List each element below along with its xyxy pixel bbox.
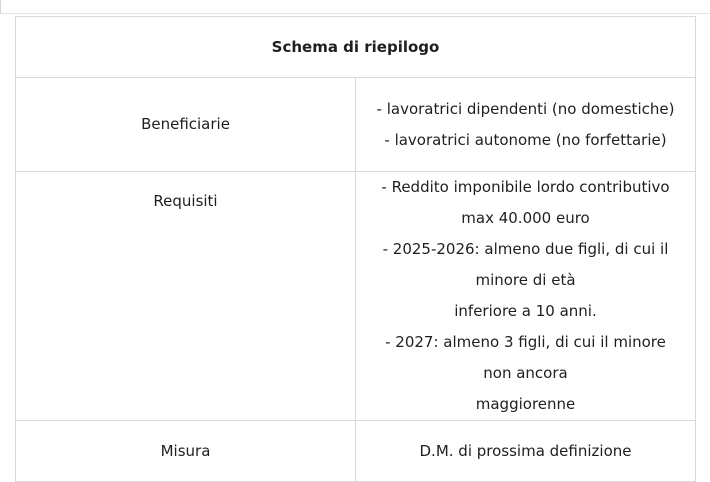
content-line: D.M. di prossima definizione [419, 441, 632, 460]
top-border-tick [0, 0, 1, 14]
row-label-requisiti: Requisiti [16, 172, 356, 421]
row-label-beneficiarie: Beneficiarie [16, 78, 356, 172]
top-border [0, 0, 710, 14]
table-header-row [16, 17, 696, 78]
row-content-misura [356, 421, 696, 482]
content-line: maggiorenne [475, 395, 576, 413]
content-line: inferiore a 10 anni. [454, 302, 597, 320]
row-content-beneficiarie [356, 78, 696, 172]
row-label-misura: Misura [16, 421, 356, 482]
summary-table [15, 16, 696, 482]
content-line: - 2025-2026: almeno due figli, di cui il minore di età [382, 240, 669, 289]
content-line: - lavoratrici autonome (no forfettarie) [384, 130, 667, 149]
table-title: Schema di riepilogo [16, 17, 696, 78]
table-row-beneficiarie [16, 78, 696, 172]
content-line: - 2027: almeno 3 figli, di cui il minore non ancora [385, 333, 666, 382]
table-row-misura [16, 421, 696, 482]
content-line: - lavoratrici dipendenti (no domestiche) [376, 99, 675, 118]
row-content-requisiti [356, 172, 696, 421]
table-row-requisiti [16, 172, 696, 421]
content-line: - Reddito imponibile lordo contributivo max 40.000 euro [381, 178, 670, 227]
